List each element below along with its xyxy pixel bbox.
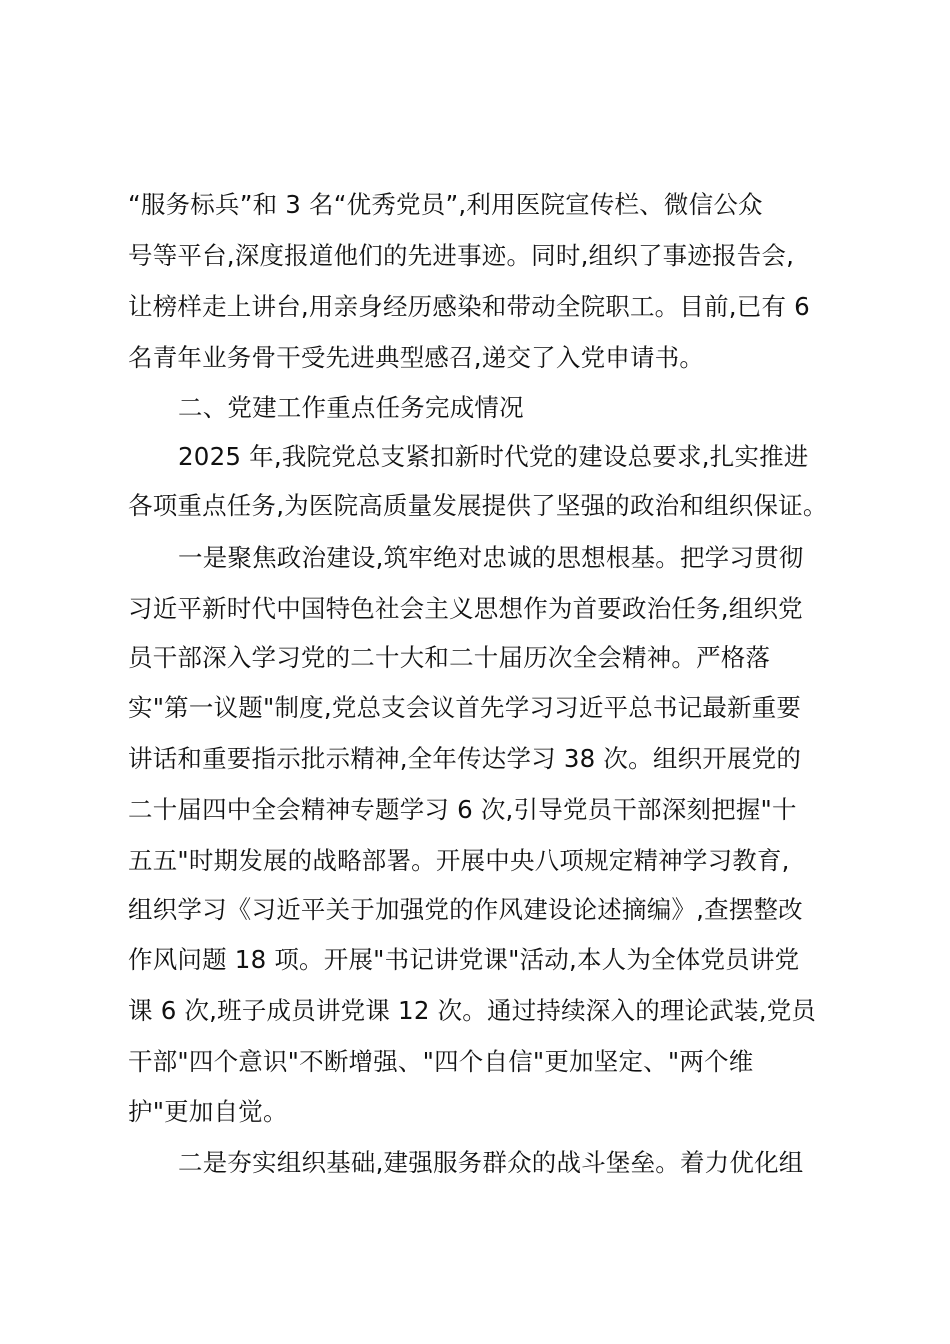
paragraph-line: 实"第一议题"制度,党总支会议首先学习习近平总书记最新重要: [128, 693, 802, 722]
paragraph-line: 讲话和重要指示批示精神,全年传达学习 38 次。组织开展党的: [128, 744, 802, 773]
paragraph-line: 二十届四中全会精神专题学习 6 次,引导党员干部深刻把握"十: [128, 795, 797, 824]
section-heading: 二、党建工作重点任务完成情况: [178, 393, 524, 422]
paragraph-line: 课 6 次,班子成员讲党课 12 次。通过持续深入的理论武装,党员: [128, 996, 817, 1025]
paragraph-line: 一是聚焦政治建设,筑牢绝对忠诚的思想根基。把学习贯彻: [178, 543, 804, 572]
paragraph-line: 各项重点任务,为医院高质量发展提供了坚强的政治和组织保证。: [128, 491, 828, 520]
paragraph-line: 让榜样走上讲台,用亲身经历感染和带动全院职工。目前,已有 6: [128, 292, 810, 321]
paragraph-line: “服务标兵”和 3 名“优秀党员”,利用医院宣传栏、微信公众: [128, 190, 763, 219]
paragraph-line: 习近平新时代中国特色社会主义思想作为首要政治任务,组织党: [128, 594, 803, 623]
paragraph-line: 号等平台,深度报道他们的先进事迹。同时,组织了事迹报告会,: [128, 241, 795, 270]
paragraph-line: 2025 年,我院党总支紧扣新时代党的建设总要求,扎实推进: [178, 442, 809, 471]
paragraph-line: 组织学习《习近平关于加强党的作风建设论述摘编》,查摆整改: [128, 895, 803, 924]
paragraph-line: 二是夯实组织基础,建强服务群众的战斗堡垒。着力优化组: [178, 1148, 804, 1177]
paragraph-line: 名青年业务骨干受先进典型感召,递交了入党申请书。: [128, 343, 705, 372]
paragraph-line: 员干部深入学习党的二十大和二十届历次全会精神。严格落: [128, 643, 771, 672]
paragraph-line: 护"更加自觉。: [128, 1097, 288, 1126]
paragraph-line: 五五"时期发展的战略部署。开展中央八项规定精神学习教育,: [128, 846, 790, 875]
paragraph-line: 干部"四个意识"不断增强、"四个自信"更加坚定、"两个维: [128, 1047, 754, 1076]
paragraph-line: 作风问题 18 项。开展"书记讲党课"活动,本人为全体党员讲党: [128, 945, 800, 974]
